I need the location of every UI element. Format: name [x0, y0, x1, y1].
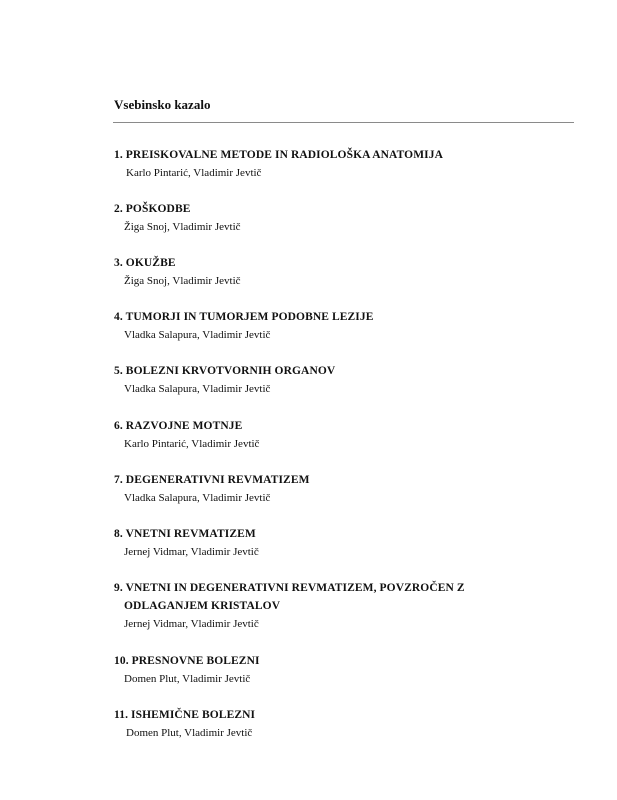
- toc-entry-1: [114, 146, 554, 182]
- toc-entry-10: [114, 652, 554, 688]
- entry-authors: Domen Plut, Vladimir Jevtič: [124, 673, 251, 685]
- entry-title: 5. BOLEZNI KRVOTVORNIH ORGANOV: [114, 365, 336, 377]
- entry-authors: Karlo Pintarić, Vladimir Jevtič: [124, 438, 260, 450]
- entry-title-continuation: ODLAGANJEM KRISTALOV: [124, 600, 281, 612]
- entry-authors: Žiga Snoj, Vladimir Jevtič: [124, 275, 241, 287]
- entry-title: 8. VNETNI REVMATIZEM: [114, 528, 256, 540]
- entry-authors: Karlo Pintarić, Vladimir Jevtič: [126, 167, 262, 179]
- toc-entry-9: [114, 579, 554, 633]
- entry-title: 2. POŠKODBE: [114, 203, 191, 215]
- entry-title: 11. ISHEMIČNE BOLEZNI: [114, 709, 256, 721]
- toc-entry-7: [114, 471, 554, 507]
- heading-divider: [113, 122, 574, 123]
- entry-title: 7. DEGENERATIVNI REVMATIZEM: [114, 474, 310, 486]
- toc-entry-8: [114, 525, 554, 561]
- entry-authors: Žiga Snoj, Vladimir Jevtič: [124, 221, 241, 233]
- entry-authors: Jernej Vidmar, Vladimir Jevtič: [124, 546, 259, 558]
- toc-heading: Vsebinsko kazalo: [114, 97, 211, 112]
- entry-title: 1. PREISKOVALNE METODE IN RADIOLOŠKA ANATOMIJA: [114, 149, 444, 161]
- entry-authors: Vladka Salapura, Vladimir Jevtič: [124, 383, 271, 395]
- entry-title: 3. OKUŽBE: [114, 257, 176, 269]
- toc-entry-4: [114, 308, 554, 344]
- entry-authors: Vladka Salapura, Vladimir Jevtič: [124, 492, 271, 504]
- entry-authors: Vladka Salapura, Vladimir Jevtič: [124, 329, 271, 341]
- toc-entry-11: [114, 706, 554, 742]
- entry-title: 10. PRESNOVNE BOLEZNI: [114, 655, 260, 667]
- toc-entry-6: [114, 417, 554, 453]
- entry-title: 4. TUMORJI IN TUMORJEM PODOBNE LEZIJE: [114, 311, 374, 323]
- toc-entry-2: [114, 200, 554, 236]
- entry-authors: Jernej Vidmar, Vladimir Jevtič: [124, 618, 259, 630]
- entry-title: 6. RAZVOJNE MOTNJE: [114, 420, 243, 432]
- entry-title: 9. VNETNI IN DEGENERATIVNI REVMATIZEM, POVZROČEN Z: [114, 582, 465, 594]
- toc-entry-5: [114, 362, 554, 398]
- entry-authors: Domen Plut, Vladimir Jevtič: [126, 727, 253, 739]
- toc-entry-3: [114, 254, 554, 290]
